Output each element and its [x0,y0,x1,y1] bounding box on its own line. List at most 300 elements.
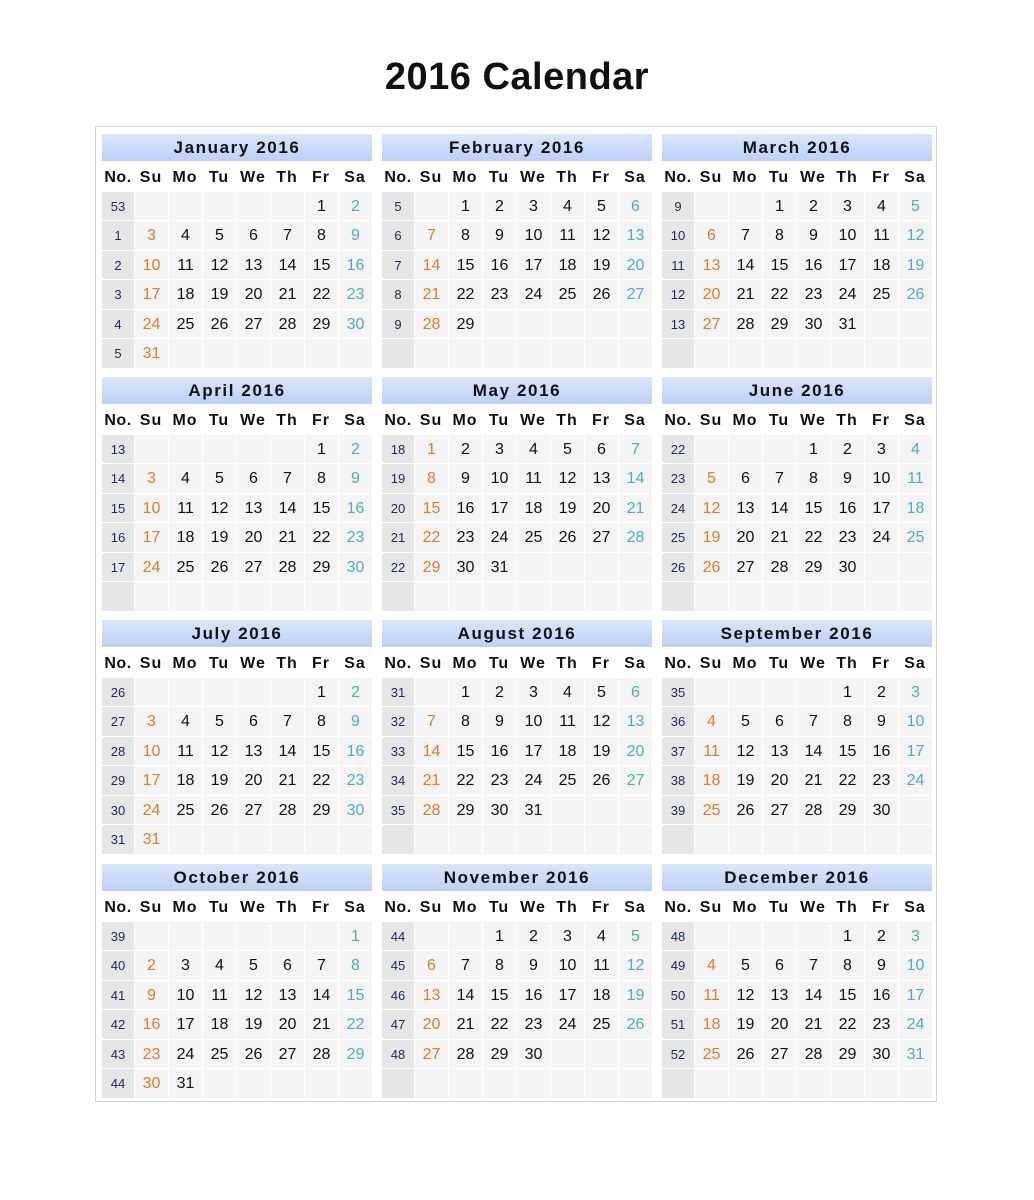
day-cell: 6 [695,221,728,249]
week-number: 19 [382,464,414,492]
week-number: 13 [102,435,134,463]
week-number: 43 [102,1040,134,1068]
day-cell [483,582,516,610]
week-number: 31 [382,678,414,706]
day-cell: 18 [517,494,550,522]
day-cell: 13 [585,464,618,492]
week-number: 50 [662,981,694,1009]
day-cell: 1 [831,678,864,706]
day-cell: 30 [135,1069,168,1097]
week-number: 35 [382,796,414,824]
week-row [102,434,372,463]
day-header-row [382,892,652,921]
day-cell [551,310,584,338]
day-cell: 8 [305,464,338,492]
day-cell [865,553,898,581]
day-header-fr: Fr [312,899,330,916]
day-cell [305,339,338,367]
day-cell: 1 [797,435,830,463]
day-cell: 22 [449,766,482,794]
day-cell [203,825,236,853]
day-cell: 18 [169,523,202,551]
day-cell: 25 [517,523,550,551]
week-row [662,220,932,249]
day-header-sa: Sa [624,899,646,916]
week-number: 46 [382,981,414,1009]
day-cell [899,310,932,338]
day-cell [797,678,830,706]
day-cell: 27 [237,553,270,581]
day-cell: 2 [797,192,830,220]
day-cell: 23 [483,766,516,794]
day-cell: 5 [585,192,618,220]
day-cell [415,678,448,706]
day-cell: 28 [415,310,448,338]
day-header-mo: Mo [172,655,198,672]
week-number: 27 [102,707,134,735]
day-cell [585,553,618,581]
day-cell: 2 [483,678,516,706]
day-cell: 24 [865,523,898,551]
day-cell [517,825,550,853]
day-cell: 24 [517,280,550,308]
day-cell: 13 [729,494,762,522]
day-cell: 25 [865,280,898,308]
day-cell [831,1069,864,1097]
week-number: 39 [662,796,694,824]
day-cell: 19 [203,280,236,308]
week-row [382,220,652,249]
day-cell: 12 [695,494,728,522]
day-cell: 12 [585,707,618,735]
day-cell [797,1069,830,1097]
day-cell [695,922,728,950]
day-cell: 25 [203,1040,236,1068]
day-cell: 1 [305,192,338,220]
day-cell: 11 [517,464,550,492]
day-cell [517,310,550,338]
week-row [102,950,372,979]
week-row [102,581,372,610]
week-number: 29 [102,766,134,794]
week-number [382,825,414,853]
day-cell: 6 [763,951,796,979]
day-cell: 9 [483,707,516,735]
day-header-fr: Fr [592,169,610,186]
day-cell: 17 [517,251,550,279]
week-number: 12 [662,280,694,308]
day-cell: 7 [797,707,830,735]
day-cell [169,339,202,367]
day-cell: 31 [483,553,516,581]
day-cell [729,192,762,220]
day-cell: 21 [729,280,762,308]
day-header-row [382,405,652,434]
day-cell: 21 [449,1010,482,1038]
day-cell: 13 [237,494,270,522]
day-cell: 7 [415,707,448,735]
day-cell: 22 [797,523,830,551]
day-cell [271,922,304,950]
day-cell: 26 [729,796,762,824]
week-number: 11 [662,251,694,279]
day-cell [831,825,864,853]
day-cell [339,339,372,367]
day-cell: 15 [305,251,338,279]
day-cell: 10 [483,464,516,492]
day-cell: 2 [135,951,168,979]
day-cell: 13 [619,221,652,249]
day-header-tu: Tu [488,899,510,916]
day-cell: 16 [517,981,550,1009]
day-cell: 1 [415,435,448,463]
day-cell: 7 [449,951,482,979]
day-cell: 21 [271,766,304,794]
day-cell [415,1069,448,1097]
day-cell: 26 [695,553,728,581]
day-cell: 27 [619,766,652,794]
day-cell: 12 [203,251,236,279]
day-cell: 11 [585,951,618,979]
day-cell: 8 [831,707,864,735]
week-number: 22 [382,553,414,581]
day-cell: 26 [899,280,932,308]
day-header-row [662,162,932,191]
week-row [102,736,372,765]
day-cell: 2 [865,922,898,950]
day-cell: 29 [449,796,482,824]
day-cell: 7 [271,221,304,249]
day-header-fr: Fr [872,169,890,186]
day-cell: 3 [135,707,168,735]
day-cell: 13 [237,251,270,279]
day-cell: 17 [899,737,932,765]
week-row [382,552,652,581]
day-cell: 19 [899,251,932,279]
day-cell: 21 [797,766,830,794]
day-cell: 20 [585,494,618,522]
day-cell: 1 [831,922,864,950]
day-cell: 13 [695,251,728,279]
week-number [662,582,694,610]
day-cell: 1 [305,678,338,706]
day-cell [339,582,372,610]
day-header-tu: Tu [768,412,790,429]
day-cell: 4 [169,707,202,735]
day-cell [415,582,448,610]
day-header-th: Th [556,169,578,186]
day-cell: 3 [135,221,168,249]
week-number: 33 [382,737,414,765]
month-title: December 2016 [662,864,932,892]
day-cell: 14 [797,737,830,765]
month-9 [662,620,932,854]
day-cell [695,435,728,463]
day-cell: 16 [483,737,516,765]
week-row [382,434,652,463]
day-cell: 27 [585,523,618,551]
day-cell: 22 [831,766,864,794]
day-cell [237,825,270,853]
day-cell: 15 [483,981,516,1009]
day-cell: 15 [305,737,338,765]
day-header-row [102,405,372,434]
day-cell [415,825,448,853]
day-cell: 19 [695,523,728,551]
week-number: 5 [102,339,134,367]
day-cell: 20 [415,1010,448,1038]
day-header-we: We [240,655,266,672]
day-cell [619,339,652,367]
week-row [382,522,652,551]
day-cell: 24 [169,1040,202,1068]
week-row [662,463,932,492]
day-cell: 9 [865,707,898,735]
day-cell [169,922,202,950]
day-cell: 6 [237,464,270,492]
week-number [662,825,694,853]
day-cell: 4 [585,922,618,950]
day-cell [797,582,830,610]
day-cell: 4 [695,951,728,979]
day-cell: 21 [271,523,304,551]
day-cell: 6 [763,707,796,735]
day-header-th: Th [836,169,858,186]
day-header-we: We [240,412,266,429]
day-cell: 20 [237,280,270,308]
day-cell: 8 [797,464,830,492]
day-cell: 7 [797,951,830,979]
month-title: May 2016 [382,377,652,405]
day-cell: 16 [339,494,372,522]
day-cell: 22 [305,280,338,308]
day-cell: 21 [305,1010,338,1038]
day-cell [899,796,932,824]
day-cell: 5 [203,221,236,249]
week-number: 7 [382,251,414,279]
day-header-we: We [240,899,266,916]
day-header-sa: Sa [624,169,646,186]
day-cell: 16 [797,251,830,279]
day-cell: 9 [449,464,482,492]
day-cell: 30 [339,310,372,338]
day-header-tu: Tu [208,412,230,429]
day-cell: 10 [135,494,168,522]
day-cell: 4 [551,678,584,706]
week-row [382,795,652,824]
week-row [382,824,652,853]
month-2 [382,134,652,368]
day-cell: 14 [619,464,652,492]
day-cell: 3 [517,678,550,706]
day-cell: 23 [831,523,864,551]
day-cell: 26 [551,523,584,551]
day-cell: 6 [415,951,448,979]
week-row [102,191,372,220]
day-cell: 24 [899,766,932,794]
day-cell: 14 [797,981,830,1009]
day-cell: 14 [449,981,482,1009]
day-cell: 8 [763,221,796,249]
day-cell [763,339,796,367]
day-cell: 29 [305,310,338,338]
week-number: 22 [662,435,694,463]
day-cell: 30 [865,1040,898,1068]
week-number [382,1069,414,1097]
day-cell [237,192,270,220]
day-cell: 16 [483,251,516,279]
day-cell: 30 [517,1040,550,1068]
week-row [102,1068,372,1097]
day-cell [305,922,338,950]
day-cell: 12 [729,981,762,1009]
day-cell: 7 [271,707,304,735]
week-number: 37 [662,737,694,765]
day-cell: 21 [415,280,448,308]
day-header-sa: Sa [624,655,646,672]
week-row [382,581,652,610]
day-header-row [102,162,372,191]
day-cell: 3 [865,435,898,463]
day-cell: 30 [339,553,372,581]
day-cell: 6 [729,464,762,492]
day-cell [271,339,304,367]
day-cell [517,339,550,367]
day-cell: 31 [169,1069,202,1097]
day-header-th: Th [836,412,858,429]
day-cell: 13 [237,737,270,765]
day-cell: 11 [695,737,728,765]
day-cell [585,339,618,367]
day-cell: 20 [729,523,762,551]
month-title: October 2016 [102,864,372,892]
day-cell: 11 [865,221,898,249]
day-cell: 12 [203,737,236,765]
week-row [662,434,932,463]
day-cell: 10 [135,251,168,279]
day-cell: 15 [339,981,372,1009]
week-number [662,339,694,367]
day-cell: 24 [135,310,168,338]
day-cell: 18 [169,280,202,308]
week-row [662,980,932,1009]
week-number: 45 [382,951,414,979]
day-header-tu: Tu [488,169,510,186]
day-cell: 31 [831,310,864,338]
day-cell [585,1040,618,1068]
day-cell [763,435,796,463]
day-cell: 16 [339,737,372,765]
month-5 [382,377,652,611]
day-cell: 28 [619,523,652,551]
day-cell [135,922,168,950]
week-row [662,1009,932,1038]
day-cell: 9 [339,464,372,492]
week-row [102,279,372,308]
day-cell: 7 [415,221,448,249]
day-cell: 27 [271,1040,304,1068]
day-header-mo: Mo [172,899,198,916]
week-row [102,765,372,794]
day-cell: 7 [271,464,304,492]
day-cell: 10 [865,464,898,492]
day-cell: 24 [551,1010,584,1038]
week-row [382,309,652,338]
day-cell: 27 [237,796,270,824]
day-cell: 26 [585,280,618,308]
day-cell: 20 [271,1010,304,1038]
day-cell [449,922,482,950]
day-cell [203,435,236,463]
week-number: 16 [102,523,134,551]
day-header-we: We [520,655,546,672]
day-cell: 19 [237,1010,270,1038]
day-cell: 11 [695,981,728,1009]
day-cell: 2 [865,678,898,706]
week-row [662,765,932,794]
day-header-row [662,648,932,677]
day-cell: 18 [551,737,584,765]
day-cell: 10 [899,707,932,735]
week-row [662,493,932,522]
day-cell [619,1040,652,1068]
week-row [382,921,652,950]
day-cell: 28 [415,796,448,824]
day-cell: 25 [695,1040,728,1068]
day-cell: 29 [831,1040,864,1068]
day-cell: 26 [203,310,236,338]
day-cell [763,922,796,950]
day-cell [305,1069,338,1097]
month-title: November 2016 [382,864,652,892]
week-number: 1 [102,221,134,249]
day-header-mo: Mo [452,655,478,672]
day-cell: 7 [763,464,796,492]
day-cell: 25 [169,310,202,338]
day-cell [695,192,728,220]
day-cell: 11 [169,737,202,765]
day-cell: 5 [729,951,762,979]
month-3 [662,134,932,368]
day-header-fr: Fr [312,169,330,186]
day-header-wk: No. [104,655,132,672]
day-cell [763,678,796,706]
day-cell: 28 [305,1040,338,1068]
day-cell: 19 [729,766,762,794]
day-header-fr: Fr [592,655,610,672]
day-cell: 16 [339,251,372,279]
day-cell: 9 [483,221,516,249]
day-cell: 8 [483,951,516,979]
day-cell: 24 [899,1010,932,1038]
day-cell: 25 [551,766,584,794]
week-number: 38 [662,766,694,794]
week-row [102,338,372,367]
day-cell: 12 [585,221,618,249]
day-header-we: We [800,169,826,186]
day-cell [551,825,584,853]
calendar-grid [95,126,937,1102]
week-row [662,950,932,979]
day-cell: 16 [831,494,864,522]
day-cell: 18 [169,766,202,794]
day-cell: 2 [339,192,372,220]
day-cell [415,339,448,367]
day-cell: 30 [483,796,516,824]
week-number: 31 [102,825,134,853]
week-row [102,795,372,824]
week-number: 9 [662,192,694,220]
